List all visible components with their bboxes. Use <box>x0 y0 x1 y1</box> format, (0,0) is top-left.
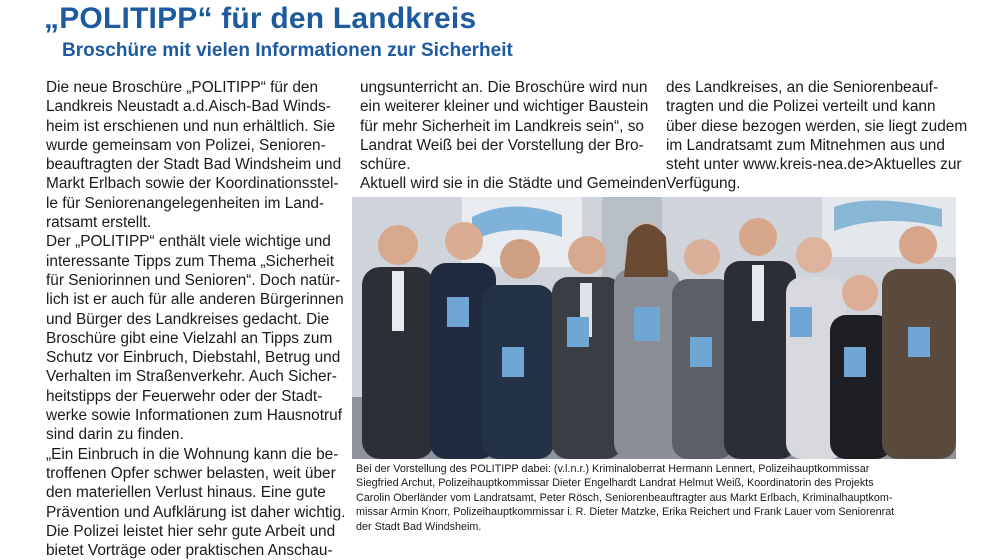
text-line: Markt Erlbach sowie der Koordinationsstel- <box>46 175 339 193</box>
article-subtitle: Broschüre mit vielen Informationen zur Sicherheit <box>62 40 513 61</box>
text-line: Aktuell wird sie in die Städte und Gemeinden <box>360 175 667 193</box>
text-line: Schutz vor Einbruch, Diebstahl, Betrug und <box>46 349 341 367</box>
text-line: ein weiterer kleiner und wichtiger Baustein <box>360 98 649 116</box>
caption-line: der Stadt Bad Windsheim. <box>356 520 482 533</box>
text-line: troffenen Opfer schwer belasten, weit über <box>46 464 336 482</box>
text-line: beauftragten der Stadt Bad Windsheim und <box>46 156 342 174</box>
text-line: Verhalten im Straßenverkehr. Auch Sicher- <box>46 368 337 386</box>
text-line: bietet Vorträge oder praktischen Anschau- <box>46 542 333 560</box>
text-column-3 <box>666 78 966 194</box>
text-line: für Seniorinnen und Senioren“. Doch natür- <box>46 271 341 289</box>
text-line: Landkreis Neustadt a.d.Aisch-Bad Winds- <box>46 98 331 116</box>
text-line: den materiellen Verlust hinaus. Eine gute <box>46 484 326 502</box>
text-line: tragten und die Polizei verteilt und kann <box>666 98 936 116</box>
text-line: Verfügung. <box>666 175 741 193</box>
text-line: und Bürger des Landkreises gedacht. Die <box>46 310 330 328</box>
text-line: „Ein Einbruch in die Wohnung kann die be- <box>46 445 339 463</box>
caption-line: Siegfried Archut, Polizeihauptkommissar Dieter Engelhardt Landrat Helmut Weiß, Koordinatorin des Projekts <box>356 477 874 490</box>
text-line: des Landkreises, an die Seniorenbeauf- <box>666 79 939 96</box>
text-line: im Landratsamt zum Mitnehmen aus und <box>666 136 945 154</box>
text-line: sind darin zu finden. <box>46 426 184 444</box>
text-line: werke sowie Informationen zum Hausnotruf <box>46 407 342 425</box>
text-line: über diese bezogen werden, sie liegt zudem <box>666 117 968 135</box>
article-title: „POLITIPP“ für den Landkreis <box>44 2 477 35</box>
text-line: Die Polizei leistet hier sehr gute Arbeit und <box>46 522 336 540</box>
text-line: Landrat Weiß bei der Vorstellung der Bro- <box>360 136 644 154</box>
text-line: interessante Tipps zum Thema „Sicherheit <box>46 252 334 270</box>
text-line: schüre. <box>360 156 411 174</box>
text-column-1 <box>46 78 346 560</box>
text-line: heitstipps der Feuerwehr oder der Stadt- <box>46 387 323 405</box>
text-line: ungsunterricht an. Die Broschüre wird nun <box>360 79 648 96</box>
text-line: heim ist erschienen und nun erhältlich. Sie <box>46 117 336 135</box>
text-line: Broschüre gibt eine Vielzahl an Tipps zum <box>46 329 333 347</box>
text-line: für mehr Sicherheit im Landkreis sein“, so <box>360 117 644 135</box>
group-photo-illustration <box>352 197 956 459</box>
caption-line: missar Armin Knorr, Polizeihauptkommissar i. R. Dieter Matzke, Erika Reichert und Frank Lauer vom Seniorenrat <box>356 506 895 519</box>
group-photo <box>352 197 956 459</box>
text-line: ratsamt erstellt. <box>46 214 152 232</box>
caption-line: Carolin Oberländer vom Landratsamt, Peter Rösch, Seniorenbeauftragter aus Markt Erlbach, Kriminalhauptkom- <box>356 491 893 504</box>
text-line: steht unter www.kreis-nea.de>Aktuelles zur <box>666 156 962 174</box>
text-line: wurde gemeinsam von Polizei, Senioren- <box>46 136 326 154</box>
text-line: le für Seniorenangelegenheiten im Land- <box>46 194 325 212</box>
text-line: Die neue Broschüre „POLITIPP“ für den <box>46 79 319 96</box>
text-line: Prävention und Aufklärung ist daher wichtig. <box>46 503 346 521</box>
caption-line: Bei der Vorstellung des POLITIPP dabei: (v.l.n.r.) Kriminaloberrat Hermann Lennert, Polizeihauptkommissar <box>356 463 870 475</box>
text-column-2 <box>360 78 667 194</box>
text-line: Der „POLITIPP“ enthält viele wichtige und <box>46 233 331 251</box>
photo-caption <box>356 462 966 534</box>
text-line: lich ist er auch für alle anderen Bürgerinnen <box>46 291 344 309</box>
